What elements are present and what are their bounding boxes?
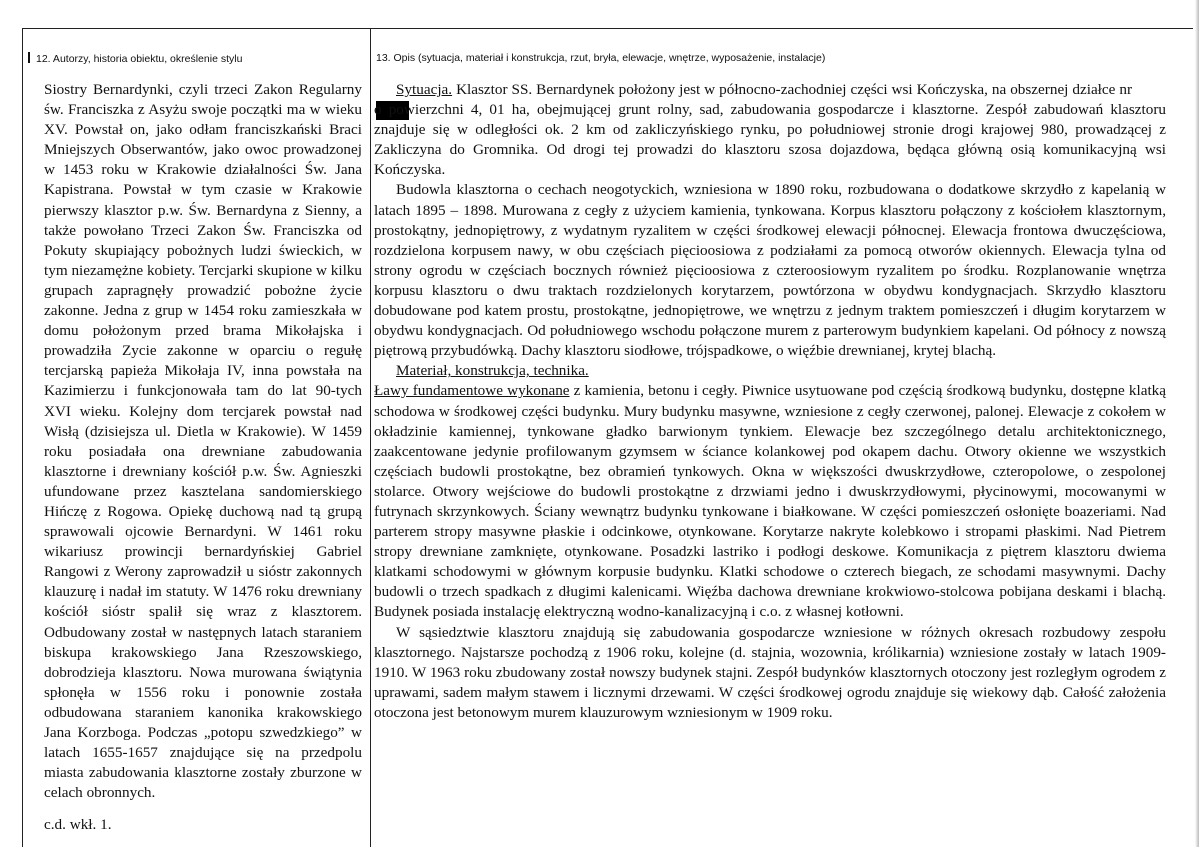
sasiedztwo-paragraph: W sąsiedztwie klasztoru znajdują się zabudowania gospodarcze wzniesione w różnych okresach rozbudowy zespołu klasztornego. Najstarsze pochodzą z 1906 roku, kolejne (d. stajnia, wozownia, królikarnia) wzniesione zostały w latach 1909-1910. W 1963 roku zbudowany został nowszy budynek stajni. Zespół budynków klasztornych otoczony jest rozległym ogrodem z uprawami, sadem małym stawem i licznymi drzewami. W części środkowej ogrodu znajduje się wiekowy dąb. Całość założenia otoczona jest betonowym murem klauzurowym wzniesionym w 1909 roku. <box>374 623 1166 721</box>
material-heading-paragraph <box>374 361 1166 381</box>
left-border-line <box>22 28 23 847</box>
header-marker <box>28 52 30 63</box>
top-rule <box>22 28 1193 29</box>
history-text: Siostry Bernardynki, czyli trzeci Zakon Regularny św. Franciszka z Asyżu swoje początki ma w wieku XV. Powstał on, jako odłam franciszkański Braci Mniejszych Obserwantów, jako owoc prowadzonej w 1453 roku w Krakowie działalności Św. Jana Kapistrana. Powstał w tym czasie w Krakowie pierwszy klasztor p.w. Św. Bernardyna z Sienny, a także powołano Trzeci Zakon Św. Franciszka od Pokuty skupiający pobożnych ludzi świeckich, w tym niezamężne kobiety. Tercjarki skupione w kilku grupach zapragnęły prowadzić pobożne życie zakonne. Jedna z grup w 1454 roku zamieszkała w domu położonym przed brama Mikołajska i prowadziła Zycie zakonne w oparciu o regułę tercjarską papieża Mikołaja IV, inna powstała na Kazimierzu i funkcjonowała tam do lat 90-tych XVI wieku. Kolejny dom tercjarek powstał nad Wisłą (dzisiejsza ul. Dietla w Krakowie). W 1459 roku posiadała ona drewniane zabudowania klasztorne i drewniany kościół p.w. Św. Agnieszki ufundowane przez kasztelana sandomierskiego Hińczę z Rogowa. Opiekę duchową nad tą grupą sprawowali ojcowie Bernardyni. W 1461 roku wikariusz prowincji bernardyńskiej Gabriel Rangowi z Werony zaprowadził u sióstr zakonnych klauzurę i nadał im statuty. W 1476 roku drewniany kościół sióstr spalił się wraz z klasztorem. Odbudowany został w następnych latach staraniem biskupa krakowskiego Jana Rzeszowskiego, dobrodzieja klasztoru. Nowa murowana świątynia spłonęła w 1556 roku i ponownie została odbudowana staraniem kanonika krakowskiego Jana Korzboga. Podczas „potopu szwedzkiego” w latach 1655-1657 znajdujące się na przedpolu miasta zabudowania klasztorne zostały zburzone w celach obronnych. <box>44 81 362 802</box>
section-12-header <box>28 52 242 65</box>
scan-edge-shadow <box>1195 0 1199 847</box>
history-column <box>44 80 362 835</box>
lawy-label: Ławy fundamentowe wykonane <box>374 382 570 400</box>
budowla-paragraph: Budowla klasztorna o cechach neogotyckich, wzniesiona w 1890 roku, rozbudowana o dodatkowe skrzydło z kapelanią w latach 1895 – 1898. Murowana z cegły z użyciem kamienia, tynkowana. Korpus klasztoru połączony z kościołem klasztornym, prostokątny, jednopiętrowy, z wydatnym ryzalitem w części środkowej elewacji północnej. Elewacja frontowa dwuczęściowa, rozdzielona korpusem nawy, w obu częściach pięcioosiowa z podziałami za pomocą otworów okiennych. Elewacja tylna od strony ogrodu w częściach bocznych również pięcioosiowa z czteroosiowym ryzalitem po środku. Rozplanowanie wnętrza korpusu klasztoru o dwu traktach rozdzielonych korytarzem, powtórzona w obydwu kondygnacjach. Skrzydło klasztoru dobudowane pod katem prostu, prostokątne, jednopiętrowe, we wnętrzu z jednym traktem pomieszczeń i długim korytarzem w obydwu kondygnacjach. Od południowego wschodu połączone murem z parterowym budynkiem kapelani. Od północy z nowszą piętrową przybudówką. Dachy klasztoru siodłowe, trójspadkowe, o więźbie drewnianej, krytej blachą. <box>374 181 1166 360</box>
material-label: Materiał, konstrukcja, technika. <box>396 362 589 380</box>
section-12-title: 12. Autorzy, historia obiektu, określenie stylu <box>36 53 243 65</box>
sytuacja-paragraph <box>374 80 1166 180</box>
material-text: z kamienia, betonu i cegły. Piwnice usytuowane pod częścią środkową budynku, dostępne klatką schodowa w środkowej części budynku. Mury budynku masywne, wzniesione z cegły czerwonej, palonej. Elewacje z cokołem w okładzinie kamiennej, tynkowane gładko barwionym tynkiem. Elewacje bez szczególnego detalu architektonicznego, zaakcentowane jedynie profilowanym gzymsem w ściance kolankowej pod okapem dachu. Otwory okienne we wszystkich częściach budowli prostokątne, bez obramień tynkowych. Okna w większości dwuskrzydłowe, czteropolowe, o zespolonej stolarce. Otwory wejściowe do budowli prostokątne z drzwiami jedno i dwuskrzydłowymi, płycinowymi, mocowanymi w futrynach skrzynkowych. Ściany wewnątrz budynku tynkowane i białkowane. W części pomieszczeń osłonięte boazeriami. Nad parterem stropy masywne płaskie i odcinkowe, otynkowane. Korytarze nakryte kolebkowo i stropami płaskimi. Nad Pietrem stropy drewniane zamknięte, otynkowane. Posadzki lastriko i podłogi deskowe. Komunikacja z piętrem klasztoru dwiema klatkami schodowymi w głównym korpusie budynku. Klatki schodowe o czterech biegach, ze schodami masywnymi. Dachy budowli o trzech spadkach z długimi kalenicami. Więźba dachowa drewniane krokwiowo-stolcowa pobijana deskami i blachą. Budynek posiada instalację elektryczną wodno-kanalizacyjną i c.o. z własnej kotłowni. <box>374 382 1166 621</box>
sytuacja-text-b: o powierzchni 4, 01 ha, obejmującej grunt rolny, sad, zabudowania gospodarcze i klasztorne. Zespół zabudowań klasztoru znajduje się w odległości ok. 2 km od zakliczyńskiego rynku, po południowej stronie drogi krajowej 980, prowadzącej z Zakliczyna do Gromnika. Od drogi tej prowadzi do klasztoru szosa dojazdowa, będąca główną osią komunikacyjną wsi Kończyska. <box>374 101 1166 179</box>
description-column <box>374 80 1166 723</box>
sytuacja-label: Sytuacja. <box>396 81 453 98</box>
section-13-header: 13. Opis (sytuacja, materiał i konstrukcja, rzut, bryła, elewacje, wnętrze, wyposażenie, instalacje) <box>376 52 826 64</box>
material-paragraph <box>374 381 1166 622</box>
column-divider <box>370 28 371 847</box>
sytuacja-text-a: Klasztor SS. Bernardynek położony jest w północno-zachodniej części wsi Kończyska, na obszernej działce nr <box>452 81 1136 98</box>
continuation-note: c.d. wkł. 1. <box>44 816 112 834</box>
